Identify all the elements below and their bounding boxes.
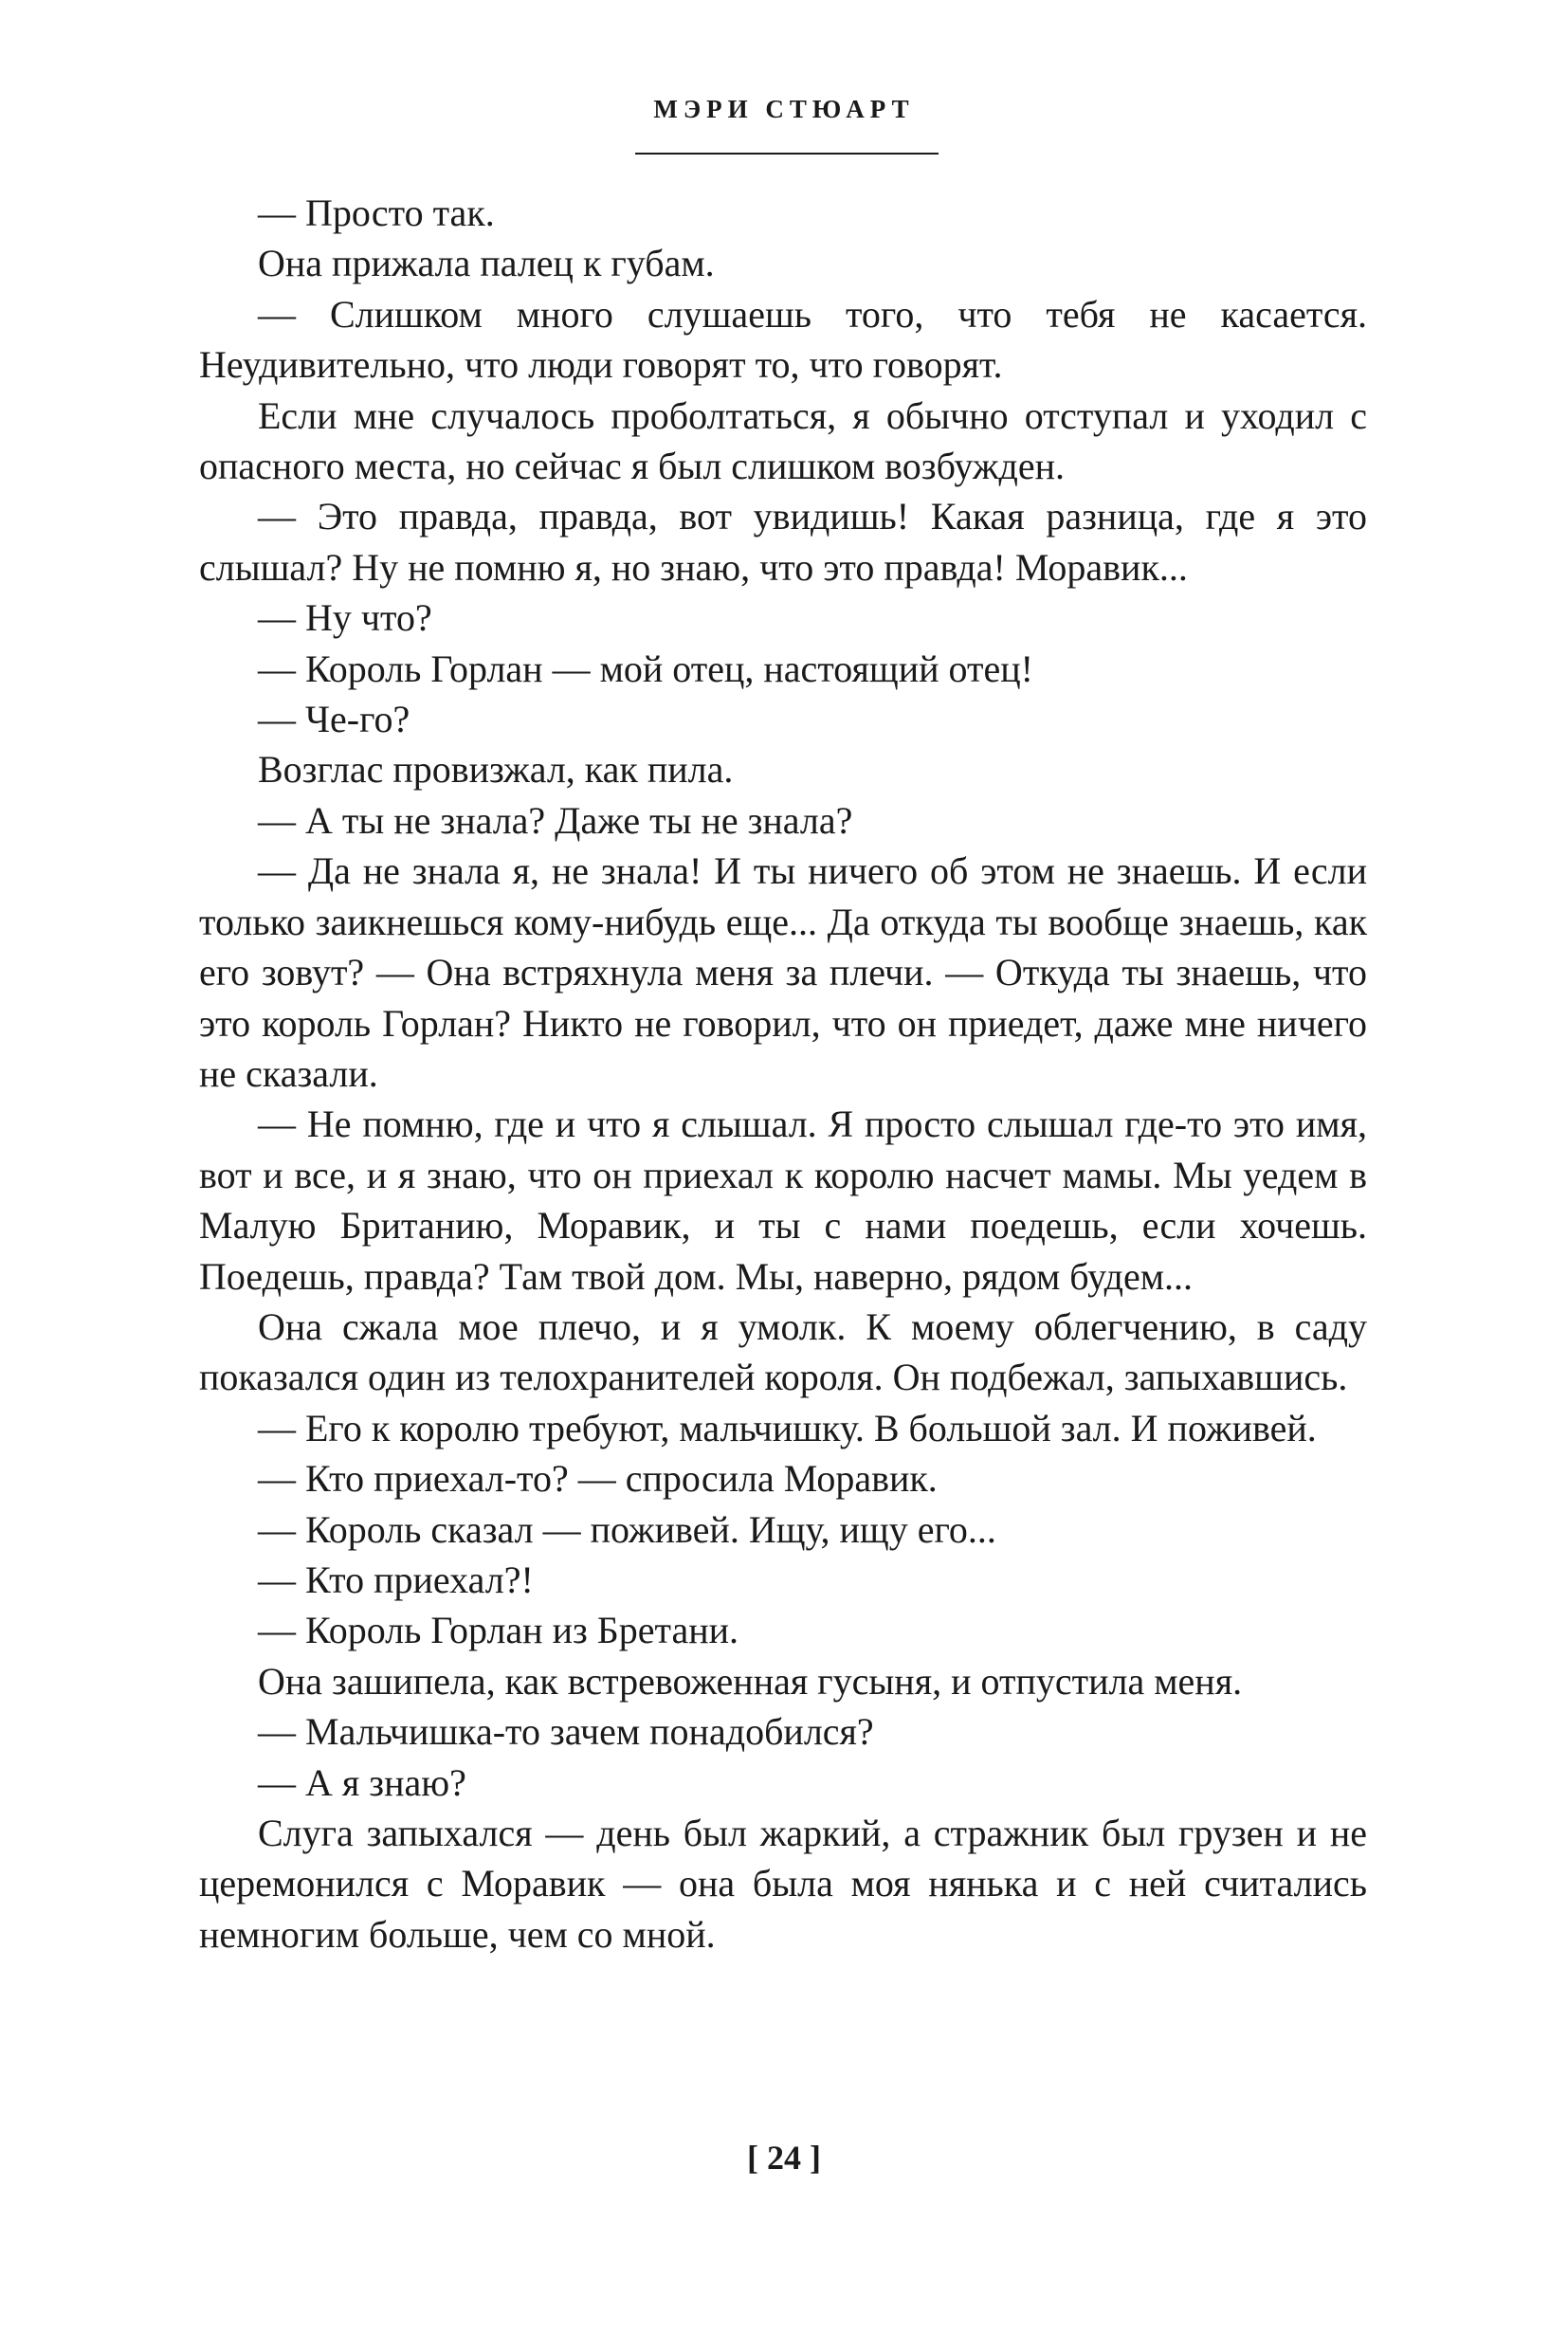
paragraph: — Король сказал — поживей. Ищу, ищу его... <box>258 1507 996 1551</box>
body-text <box>199 188 1367 1959</box>
paragraph: — Его к королю требуют, мальчишку. В большой зал. И поживей. <box>258 1406 1317 1449</box>
paragraph: — Ну что? <box>258 596 432 640</box>
paragraph: Слуга запыхался — день был жаркий, а стражник был грузен и не церемонился с Моравик — она была моя нянька и с ней считались немногим больше, чем со мной. <box>199 1812 1367 1956</box>
paragraph: — Король Горлан — мой отец, настоящий отец! <box>258 647 1033 690</box>
paragraph: — Че-го? <box>258 698 410 741</box>
paragraph: — Да не знала я, не знала! И ты ничего об этом не знаешь. И если только заикнешься кому-нибудь еще... Да откуда ты вообще знаешь, как его зовут? — Она встряхнула меня за плечи. — Откуда ты знаешь, что это король Горлан? Никто не говорил, что он приедет, даже мне ничего не сказали. <box>199 849 1367 1095</box>
paragraph: — Просто так. <box>258 191 495 234</box>
paragraph: — А ты не знала? Даже ты не знала? <box>258 798 853 842</box>
paragraph: — Мальчишка-то зачем понадобился? <box>258 1710 874 1754</box>
paragraph: — Король Горлан из Бретани. <box>258 1609 739 1652</box>
running-head: МЭРИ СТЮАРТ <box>653 95 915 123</box>
paragraph: — Кто приехал?! <box>258 1558 534 1601</box>
paragraph: — Это правда, правда, вот увидишь! Какая разница, где я это слышал? Ну не помню я, но знаю, что это правда! Моравик... <box>199 495 1367 589</box>
page-number: [ 24 ] <box>747 2139 821 2177</box>
paragraph: Возглас провизжал, как пила. <box>258 748 734 792</box>
paragraph: — Не помню, где и что я слышал. Я просто слышал где-то это имя, вот и все, и я знаю, что он приехал к королю насчет мамы. Мы уедем в Малую Британию, Моравик, и ты с нами поедешь, если хочешь. Поедешь, правда? Там твой дом. Мы, наверно, рядом будем... <box>199 1103 1367 1298</box>
paragraph: Она сжала мое плечо, и я умолк. К моему облегчению, в саду показался один из телохранителей короля. Он подбежал, запыхавшись. <box>199 1304 1367 1399</box>
paragraph: — Кто приехал-то? — спросила Моравик. <box>258 1457 938 1501</box>
paragraph: — А я знаю? <box>258 1760 466 1804</box>
paragraph: Если мне случалось проболтаться, я обычно отступал и уходил с опасного места, но сейчас я был слишком возбужден. <box>199 393 1367 488</box>
paragraph: Она прижала палец к губам. <box>258 242 715 285</box>
paragraph: — Слишком много слушаешь того, что тебя не касается. Неудивительно, что люди говорят то, что говорят. <box>199 292 1367 387</box>
paragraph: Она зашипела, как встревоженная гусыня, и отпустила меня. <box>258 1659 1243 1703</box>
header-rule <box>635 153 939 155</box>
